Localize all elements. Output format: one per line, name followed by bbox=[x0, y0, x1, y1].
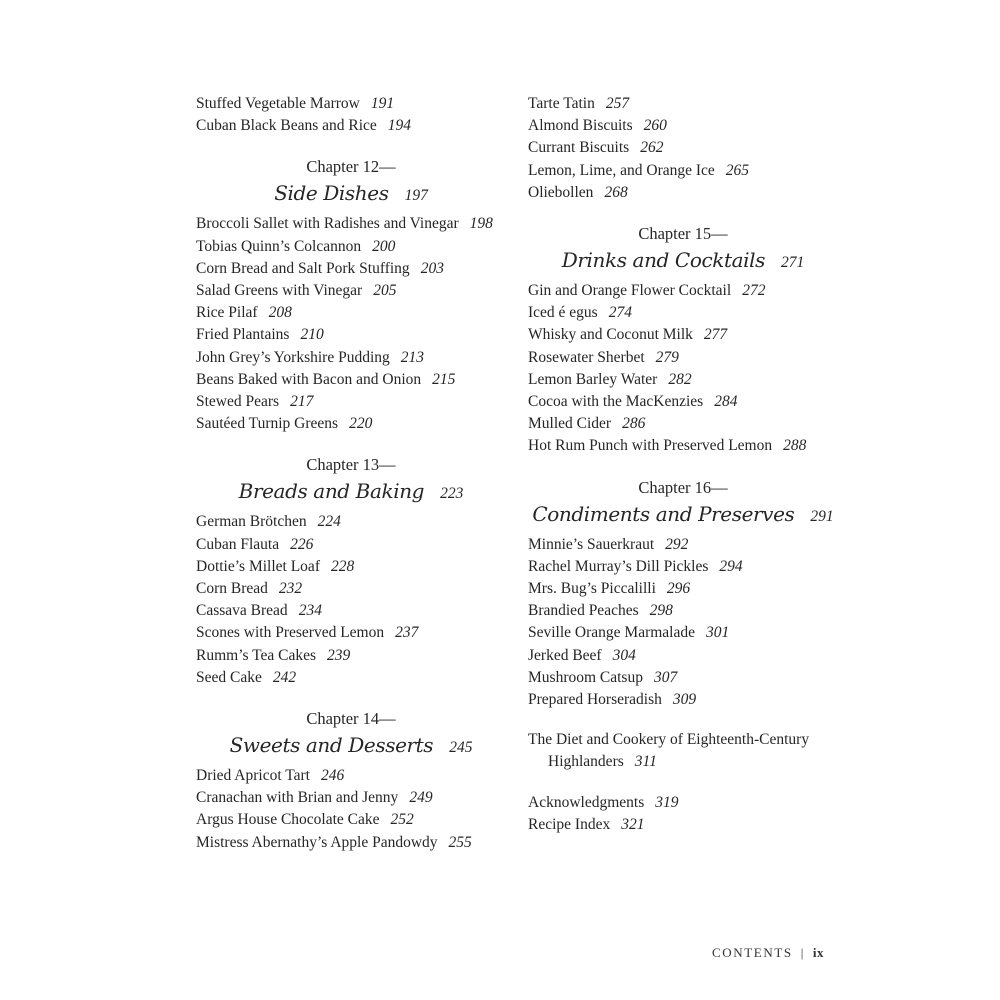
toc-entry bbox=[528, 578, 838, 600]
entry-title: Broccoli Sallet with Radishes and Vinegar bbox=[196, 215, 459, 233]
entry-title: Jerked Beef bbox=[528, 646, 602, 664]
entry-page-number: 284 bbox=[714, 393, 738, 411]
entry-page-number: 242 bbox=[272, 668, 297, 686]
entry-page-number: 200 bbox=[372, 237, 396, 255]
toc-entry bbox=[196, 347, 506, 369]
chapter-title-line bbox=[528, 245, 838, 278]
entry-title: Rumm’s Tea Cakes bbox=[196, 646, 317, 664]
entry-page-number: 210 bbox=[300, 326, 324, 344]
entry-title: Lemon, Lime, and Orange Ice bbox=[528, 161, 715, 179]
entry-title: Mistress Abernathy’s Apple Pandowdy bbox=[196, 833, 438, 851]
entry-title: Cocoa with the MacKenzies bbox=[528, 393, 704, 411]
chapter-title: Breads and Baking bbox=[238, 479, 425, 504]
toc-entry bbox=[528, 93, 838, 115]
entry-title: Prepared Horseradish bbox=[528, 691, 662, 709]
footer-label: CONTENTS bbox=[712, 945, 793, 960]
entry-title: Rachel Murray’s Dill Pickles bbox=[528, 557, 709, 575]
toc-entry-group bbox=[196, 93, 506, 137]
toc-entry bbox=[196, 391, 506, 413]
footer-separator: | bbox=[800, 945, 805, 960]
toc-entry bbox=[528, 280, 838, 302]
entry-page-number: 217 bbox=[290, 393, 314, 411]
entry-title: Salad Greens with Vinegar bbox=[196, 282, 363, 300]
toc-entry bbox=[528, 324, 838, 346]
entry-page-number: 224 bbox=[317, 513, 341, 531]
toc-entry bbox=[528, 137, 838, 159]
chapter-title-line bbox=[528, 499, 838, 532]
entry-page-number: 307 bbox=[653, 668, 678, 686]
entry-title: Sautéed Turnip Greens bbox=[196, 415, 339, 433]
toc-right-column bbox=[528, 93, 838, 836]
entry-title: Acknowledgments bbox=[528, 793, 645, 811]
chapter-title: Condiments and Preserves bbox=[532, 501, 795, 526]
chapter-heading bbox=[528, 476, 838, 532]
entry-title: Cranachan with Brian and Jenny bbox=[196, 789, 399, 807]
chapter-number: Chapter 15— bbox=[638, 224, 728, 244]
entry-title: Iced é egus bbox=[528, 304, 598, 322]
toc-entry bbox=[528, 369, 838, 391]
toc-entry bbox=[196, 236, 506, 258]
entry-title: Beans Baked with Bacon and Onion bbox=[196, 370, 422, 388]
chapter-title-line bbox=[196, 178, 506, 211]
toc-entry bbox=[528, 667, 838, 689]
entry-title: Currant Biscuits bbox=[528, 139, 630, 157]
entry-title: Mushroom Catsup bbox=[528, 668, 643, 686]
toc-entry bbox=[196, 115, 506, 137]
entry-page-number: 257 bbox=[605, 95, 630, 112]
entry-page-number: 239 bbox=[327, 646, 351, 664]
toc-entry bbox=[196, 258, 506, 280]
entry-page-number: 268 bbox=[604, 183, 628, 201]
toc-entry bbox=[528, 413, 838, 435]
toc-entry bbox=[196, 622, 506, 644]
entry-page-number: 232 bbox=[278, 580, 303, 598]
toc-entry bbox=[196, 511, 506, 533]
entry-title: Tobias Quinn’s Colcannon bbox=[196, 237, 362, 255]
entry-page-number: 249 bbox=[409, 789, 433, 807]
chapter-title: Side Dishes bbox=[274, 181, 389, 206]
chapter-page-number: 271 bbox=[781, 254, 805, 272]
entry-title: Seville Orange Marmalade bbox=[528, 624, 695, 642]
toc-entry bbox=[196, 534, 506, 556]
entry-page-number: 208 bbox=[268, 304, 292, 322]
chapter-number: Chapter 14— bbox=[306, 709, 396, 729]
entry-page-number: 252 bbox=[390, 811, 414, 829]
entry-title: Mulled Cider bbox=[528, 415, 612, 433]
entry-title: Dried Apricot Tart bbox=[196, 767, 310, 785]
entry-page-number: 213 bbox=[400, 348, 425, 366]
entry-title: Gin and Orange Flower Cocktail bbox=[528, 282, 732, 300]
entry-page-number: 296 bbox=[666, 580, 691, 598]
entry-title: Rosewater Sherbet bbox=[528, 348, 645, 366]
entry-page-number: 304 bbox=[612, 646, 636, 664]
entry-page-number: 237 bbox=[395, 624, 419, 642]
entry-page-number: 319 bbox=[655, 793, 679, 811]
entry-title: Tarte Tatin bbox=[528, 95, 595, 112]
toc-entry bbox=[528, 182, 838, 204]
entry-title: John Grey’s Yorkshire Pudding bbox=[196, 348, 390, 366]
entry-page-number: 246 bbox=[321, 767, 345, 785]
chapter-page-number: 291 bbox=[810, 507, 834, 525]
entry-title: Oliebollen bbox=[528, 183, 594, 201]
toc-entry bbox=[196, 645, 506, 667]
entry-page-number: 288 bbox=[783, 437, 807, 455]
toc-entry bbox=[528, 814, 838, 836]
toc-entry bbox=[528, 689, 838, 711]
entry-page-number: 286 bbox=[622, 415, 646, 433]
entry-title: Hot Rum Punch with Preserved Lemon bbox=[528, 437, 773, 455]
toc-entry bbox=[528, 435, 838, 457]
entry-page-number: 282 bbox=[668, 370, 692, 388]
entry-page-number: 203 bbox=[420, 259, 444, 277]
chapter-number: Chapter 12— bbox=[306, 157, 396, 177]
toc-entry bbox=[528, 600, 838, 622]
entry-title: Cuban Black Beans and Rice bbox=[196, 117, 377, 135]
chapter-list bbox=[196, 155, 506, 853]
entry-title: Corn Bread bbox=[196, 580, 268, 598]
entry-title: Whisky and Coconut Milk bbox=[528, 326, 693, 344]
entry-title: The Diet and Cookery of Eighteenth-Century Highlanders bbox=[528, 731, 810, 771]
entry-page-number: 205 bbox=[373, 282, 397, 300]
toc-entry bbox=[196, 413, 506, 435]
toc-entry bbox=[196, 787, 506, 809]
chapter-page-number: 245 bbox=[449, 739, 473, 757]
toc-entry bbox=[196, 93, 506, 115]
entry-page-number: 321 bbox=[621, 815, 645, 833]
toc-left-column bbox=[196, 93, 506, 854]
chapter-page-number: 197 bbox=[404, 187, 428, 205]
entry-title: Brandied Peaches bbox=[528, 602, 639, 620]
entry-title: Stewed Pears bbox=[196, 393, 280, 411]
entry-page-number: 198 bbox=[469, 215, 493, 233]
toc-entry bbox=[196, 809, 506, 831]
chapter-heading bbox=[196, 707, 506, 763]
entry-title: Fried Plantains bbox=[196, 326, 290, 344]
entry-page-number: 272 bbox=[742, 282, 766, 300]
entry-page-number: 298 bbox=[649, 602, 673, 620]
chapter-title: Drinks and Cocktails bbox=[561, 248, 765, 273]
entry-title: Stuffed Vegetable Marrow bbox=[196, 95, 360, 112]
toc-entry bbox=[528, 115, 838, 137]
entry-page-number: 309 bbox=[672, 691, 697, 709]
toc-entry bbox=[528, 347, 838, 369]
entry-page-number: 277 bbox=[703, 326, 728, 344]
entry-title: Mrs. Bug’s Piccalilli bbox=[528, 580, 656, 598]
entry-page-number: 260 bbox=[643, 117, 667, 135]
toc-entry bbox=[528, 160, 838, 182]
chapter-number: Chapter 13— bbox=[306, 455, 396, 475]
entry-page-number: 194 bbox=[387, 117, 412, 135]
toc-entry bbox=[528, 391, 838, 413]
entry-title: Seed Cake bbox=[196, 668, 262, 686]
entry-page-number: 279 bbox=[655, 348, 679, 366]
entry-title: German Brötchen bbox=[196, 513, 307, 531]
toc-entry bbox=[196, 832, 506, 854]
toc-entry bbox=[528, 534, 838, 556]
toc-entry bbox=[196, 667, 506, 689]
entry-page-number: 215 bbox=[432, 370, 456, 388]
toc-entry bbox=[196, 765, 506, 787]
chapter-page-number: 223 bbox=[440, 485, 464, 503]
entry-page-number: 255 bbox=[448, 833, 472, 851]
toc-entry bbox=[528, 622, 838, 644]
back-matter-section bbox=[528, 792, 838, 836]
entry-page-number: 234 bbox=[298, 602, 322, 620]
entry-title: Cuban Flauta bbox=[196, 535, 280, 553]
chapter-heading bbox=[196, 155, 506, 211]
toc-entry bbox=[528, 556, 838, 578]
entry-page-number: 301 bbox=[706, 624, 730, 642]
entry-page-number: 262 bbox=[640, 139, 664, 157]
entry-title: Cassava Bread bbox=[196, 602, 288, 620]
toc-entry bbox=[196, 556, 506, 578]
entry-title: Corn Bread and Salt Pork Stuffing bbox=[196, 259, 410, 277]
entry-page-number: 294 bbox=[719, 557, 743, 575]
entry-page-number: 220 bbox=[349, 415, 373, 433]
toc-entry bbox=[196, 578, 506, 600]
entry-title: Rice Pilaf bbox=[196, 304, 258, 322]
entry-page-number: 292 bbox=[665, 535, 689, 553]
entry-title: Lemon Barley Water bbox=[528, 370, 658, 388]
entry-page-number: 226 bbox=[290, 535, 314, 553]
entry-title: Minnie’s Sauerkraut bbox=[528, 535, 655, 553]
chapter-title-line bbox=[196, 730, 506, 763]
chapter-list bbox=[528, 222, 838, 711]
entry-page-number: 228 bbox=[330, 557, 355, 575]
toc-entry bbox=[196, 600, 506, 622]
chapter-title-line bbox=[196, 476, 506, 509]
toc-entry bbox=[196, 280, 506, 302]
chapter-heading bbox=[196, 453, 506, 509]
toc-entry bbox=[196, 324, 506, 346]
entry-title: Recipe Index bbox=[528, 815, 611, 833]
chapter-number: Chapter 16— bbox=[638, 477, 728, 497]
toc-entry bbox=[528, 792, 838, 814]
toc-entry bbox=[196, 302, 506, 324]
toc-entry bbox=[196, 369, 506, 391]
toc-entry bbox=[196, 213, 506, 235]
toc-entry bbox=[528, 729, 838, 773]
chapter-heading bbox=[528, 222, 838, 278]
entry-title: Almond Biscuits bbox=[528, 117, 633, 135]
chapter-title: Sweets and Desserts bbox=[229, 733, 434, 758]
entry-page-number: 274 bbox=[608, 304, 632, 322]
entry-title: Argus House Chocolate Cake bbox=[196, 811, 380, 829]
entry-title: Scones with Preserved Lemon bbox=[196, 624, 385, 642]
toc-entry bbox=[528, 302, 838, 324]
toc-entry-group bbox=[528, 93, 838, 204]
entry-page-number: 265 bbox=[725, 161, 750, 179]
running-footer bbox=[712, 945, 824, 961]
essay-section bbox=[528, 729, 838, 773]
entry-title: Dottie’s Millet Loaf bbox=[196, 557, 320, 575]
entry-page-number: 191 bbox=[370, 95, 395, 112]
footer-page-number: ix bbox=[812, 945, 825, 960]
toc-entry bbox=[528, 645, 838, 667]
entry-page-number: 311 bbox=[634, 753, 657, 771]
